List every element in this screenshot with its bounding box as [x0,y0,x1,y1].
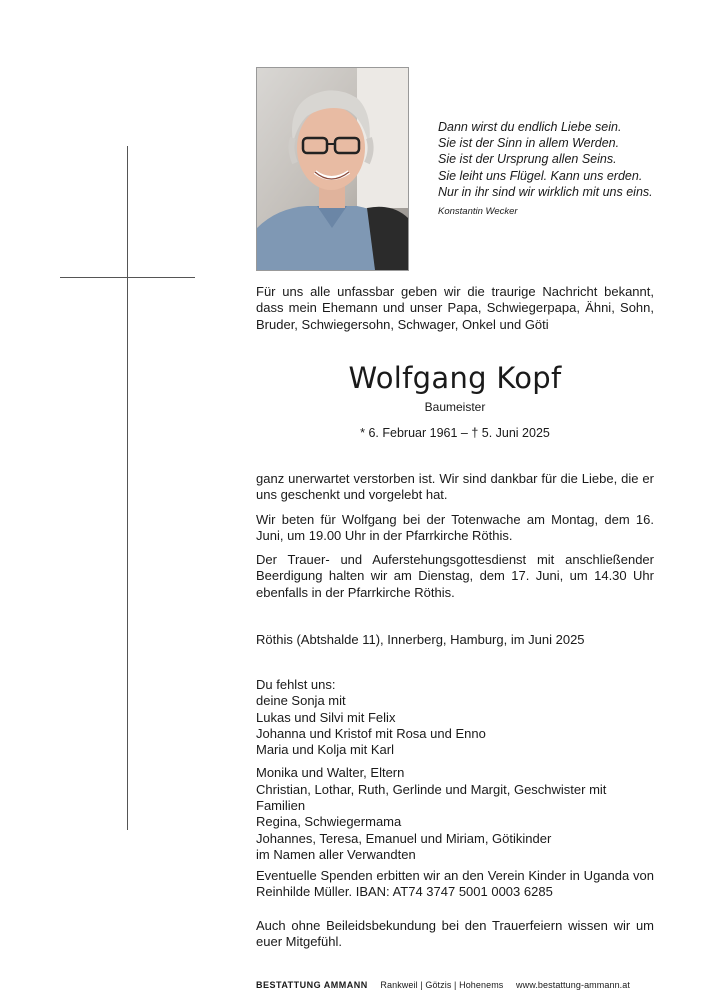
poem-author: Konstantin Wecker [438,206,518,218]
footer [256,980,630,990]
mourner-line: Johanna und Kristof mit Rosa und Enno [256,725,486,741]
poem-line: Sie ist der Sinn in allem Werden. [438,136,620,151]
mourner-line: im Namen aller Verwandten [256,846,416,862]
mourner-line: Regina, Schwiegermama [256,814,402,830]
body-text [256,471,654,601]
closing-text: Auch ohne Beileidsbekundung bei den Trauerfeiern wissen wir um euer Mitgefühl. [256,918,654,950]
deceased-name: Wolfgang Kopf [348,361,562,395]
poem-line: Dann wirst du endlich Liebe sein. [438,120,622,134]
place-date: Röthis (Abtshalde 11), Innerberg, Hamburg, im Juni 2025 [256,632,585,647]
cross-vertical-bar [127,146,128,830]
intro-text: Für uns alle unfassbar geben wir die traurige Nachricht bekannt, dass mein Ehemann und unser Papa, Schwiegerpapa, Ähni, Sohn, Bruder, Schwiegersohn, Schwager, Onkel und Göti [256,284,654,332]
footer-locations: Rankweil | Götzis | Hohenems [380,980,504,990]
deceased-profession: Baumeister [424,400,486,414]
donation-text: Eventuelle Spenden erbitten wir an den Verein Kinder in Uganda von Reinhilde Müller. IBAN: AT74 3747 5001 0003 6285 [256,868,654,900]
poem-line: Sie ist der Ursprung allen Seins. [438,152,617,167]
mourner-line: Monika und Walter, Eltern [256,765,405,781]
life-dates: * 6. Februar 1961 – † 5. Juni 2025 [360,426,550,440]
body-paragraph: ganz unerwartet verstorben ist. Wir sind dankbar für die Liebe, die er uns geschenkt und vorgelebt hat. [256,471,654,503]
mourner-line: Lukas und Silvi mit Felix [256,709,396,725]
mourners-list [256,677,654,863]
body-paragraph: Wir beten für Wolfgang bei der Totenwache am Montag, dem 16. Juni, um 19.00 Uhr in der Pfarrkirche Röthis. [256,511,654,543]
poem [438,119,698,220]
footer-website-link[interactable]: www.bestattung-ammann.at [516,980,630,990]
portrait-photo [256,67,409,271]
mourners-heading: Du fehlst uns: [256,677,336,692]
brand-prefix: BESTATTUNG [256,980,322,990]
mourner-line: Christian, Lothar, Ruth, Gerlinde und Margit, Geschwister mit Familien [256,781,607,814]
poem-line: Sie leiht uns Flügel. Kann uns erden. [438,168,643,183]
poem-line: Nur in ihr sind wir wirklich mit uns eins. [438,184,653,199]
body-paragraph: Der Trauer- und Auferstehungsgottesdienst mit anschließender Beerdigung halten wir am Dienstag, dem 17. Juni, um 14.30 Uhr ebenfalls in der Pfarrkirche Röthis. [256,552,654,600]
cross-horizontal-bar [60,277,195,278]
mourner-line: Maria und Kolja mit Karl [256,742,394,758]
mourner-line: deine Sonja mit [256,693,346,709]
brand-name: AMMANN [323,980,368,990]
mourner-line: Johannes, Teresa, Emanuel und Miriam, Götikinder [256,830,552,846]
